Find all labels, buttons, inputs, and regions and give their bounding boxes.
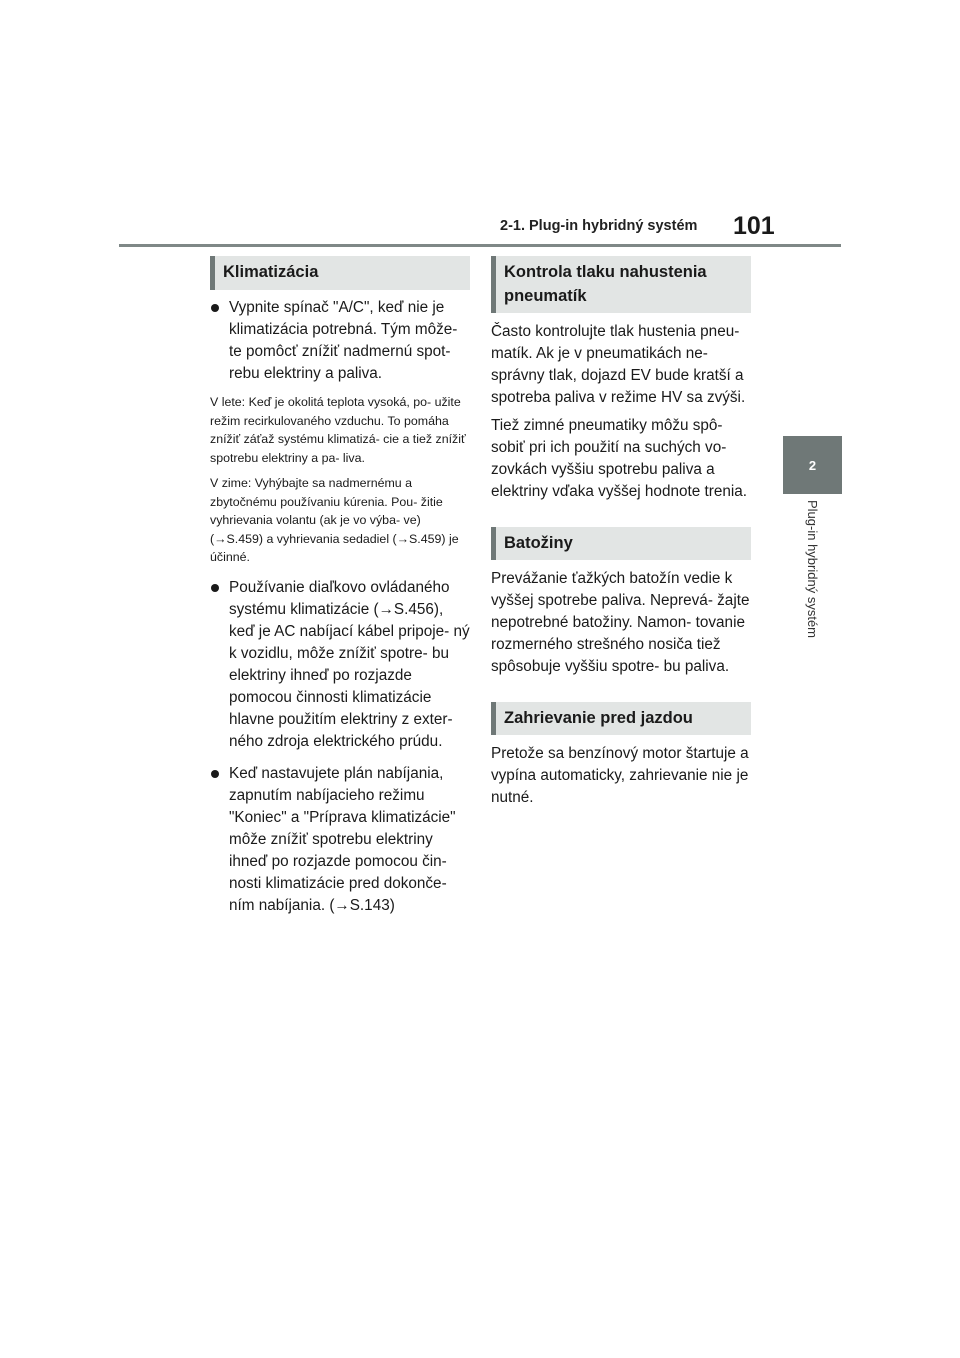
note-winter: V zime: Vyhýbajte sa nadmernému a zbytočnému používaniu kúrenia. Pou- žitie vyhrievania volantu (ak je vo výba- ve) (→S.459) a vyhrievania sedadiel (→S.459) je účinné. [210, 476, 459, 564]
section-title: 2-1. Plug-in hybridný systém [500, 218, 698, 234]
section-heading-warmup: Zahrievanie pred jazdou [491, 702, 751, 735]
bullet-item [210, 763, 470, 917]
tire-paragraph-1: Často kontrolujte tlak hustenia pneu- matík. Ak je v pneumatikách ne- správny tlak, dojazd EV bude kratší a spotreba paliva v režime HV sa zvýši. [491, 323, 746, 406]
tire-paragraph-2: Tiež zimné pneumatiky môžu spô- sobiť pri ich použití na suchých vo- zovkách vyššiu spotrebu paliva a elektriny vďaka vyššej hodnote trenia. [491, 417, 747, 500]
warmup-paragraph: Pretože sa benzínový motor štartuje a vypína automaticky, zahrievanie nie je nutné. [491, 745, 749, 806]
right-column [491, 256, 751, 809]
note-summer: V lete: Keď je okolitá teplota vysoká, po- užite režim recirkulovaného vzduchu. To pomáha znížiť záťaž systému klimatizá- cie a tiež znížiť spotrebu elektriny a pa- liva. [210, 395, 466, 465]
chapter-number: 2 [808, 457, 817, 473]
chapter-label-text: Plug-in hybridný systém [805, 500, 820, 638]
bullet-dot-icon [211, 304, 219, 312]
header-divider [119, 244, 841, 247]
page-number: 101 [733, 212, 775, 240]
section-heading-luggage: Batožiny [491, 527, 751, 560]
section-heading-tire-pressure: Kontrola tlaku nahustenia pneumatík [491, 256, 751, 313]
bullet-item [210, 297, 470, 385]
bullet-dot-icon [211, 770, 219, 778]
bullet-dot-icon [211, 584, 219, 592]
chapter-tab [783, 436, 842, 494]
bullet-text: Keď nastavujete plán nabíjania, zapnutím nabíjacieho režimu "Koniec" a "Príprava klimatizácie" môže znížiť spotrebu elektriny ihneď po rozjazde pomocou čin- nosti klimatizácie pred dokonče- ním nabíjania. (→S.143) [229, 764, 456, 914]
bullet-text: Vypnite spínač "A/C", keď nie je klimatizácia potrebná. Tým môže- te pomôcť znížiť nadmernú spot- rebu elektriny a paliva. [229, 299, 458, 382]
luggage-paragraph: Prevážanie ťažkých batožín vedie k vyššej spotrebe paliva. Neprevá- žajte nepotrebné batožiny. Namon- tovanie rozmerného strešného nosiča tiež spôsobuje vyššiu spotre- bu paliva. [491, 570, 750, 675]
bullet-item [210, 577, 470, 753]
section-heading-air-conditioning: Klimatizácia [210, 256, 470, 290]
bullet-text: Používanie diaľkovo ovládaného systému klimatizácie (→S.456), keď je AC nabíjací kábel pripoje- ný k vozidlu, môže znížiť spotre- bu elektriny ihneď po rozjazde pomocou činnosti klimatizácie hlavne použitím elektriny z exter- ného zdroja elektrického prúdu. [229, 578, 470, 750]
left-column [210, 256, 470, 917]
chapter-label [783, 500, 842, 680]
